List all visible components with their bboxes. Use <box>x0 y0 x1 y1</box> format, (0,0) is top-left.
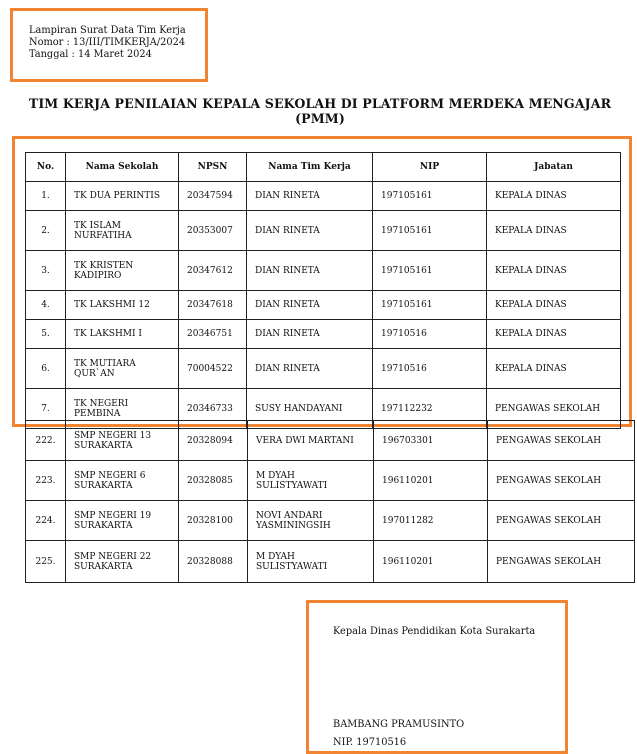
cell-nip: 196703301 <box>374 421 488 461</box>
cell-no: 5. <box>26 320 66 349</box>
cell-no: 4. <box>26 291 66 320</box>
cell-school-name: TK DUA PERINTIS <box>66 182 179 211</box>
title-line-1: TIM KERJA PENILAIAN KEPALA SEKOLAH DI PLATFORM MERDEKA MENGAJAR <box>28 96 612 111</box>
attachment-number: Nomor : 13/III/TIMKERJA/2024 <box>29 37 186 48</box>
cell-no: 222. <box>26 421 66 461</box>
cell-position: KEPALA DINAS <box>487 211 621 251</box>
header-school-name: Nama Sekolah <box>66 153 179 182</box>
cell-npsn: 20328100 <box>179 501 248 541</box>
team-table-bottom <box>25 420 635 583</box>
cell-npsn: 20328094 <box>179 421 248 461</box>
header-npsn: NPSN <box>179 153 247 182</box>
cell-nip: 197105161 <box>373 182 487 211</box>
table-row <box>26 320 621 349</box>
cell-team-name: VERA DWI MARTANI <box>248 421 374 461</box>
cell-nip: 197011282 <box>374 501 488 541</box>
cell-no: 1. <box>26 182 66 211</box>
table-row <box>26 541 635 583</box>
document-title <box>14 96 626 126</box>
cell-no: 225. <box>26 541 66 583</box>
cell-npsn: 20347594 <box>179 182 247 211</box>
cell-school-name: TK ISLAM NURFATIHA <box>66 211 179 251</box>
cell-npsn: 70004522 <box>179 349 247 389</box>
cell-team-name: M DYAH SULISTYAWATI <box>248 541 374 583</box>
attachment-line-1: Lampiran Surat Data Tim Kerja <box>29 25 186 36</box>
cell-school-name: SMP NEGERI 19 SURAKARTA <box>66 501 179 541</box>
cell-position: PENGAWAS SEKOLAH <box>487 389 621 429</box>
cell-nip: 196110201 <box>374 541 488 583</box>
cell-position: PENGAWAS SEKOLAH <box>488 541 635 583</box>
cell-nip: 197112232 <box>373 389 487 429</box>
cell-nip: 197105161 <box>373 251 487 291</box>
cell-position: PENGAWAS SEKOLAH <box>488 501 635 541</box>
cell-position: PENGAWAS SEKOLAH <box>488 421 635 461</box>
cell-team-name: DIAN RINETA <box>247 251 373 291</box>
cell-position: KEPALA DINAS <box>487 320 621 349</box>
cell-npsn: 20346733 <box>179 389 247 429</box>
header-position: Jabatan <box>487 153 621 182</box>
signature-nip: NIP. 19710516 <box>333 737 407 748</box>
cell-school-name: SMP NEGERI 22 SURAKARTA <box>66 541 179 583</box>
cell-nip: 197105161 <box>373 291 487 320</box>
cell-npsn: 20347612 <box>179 251 247 291</box>
cell-school-name: TK LAKSHMI 12 <box>66 291 179 320</box>
cell-nip: 196110201 <box>374 461 488 501</box>
cell-school-name: SMP NEGERI 13 SURAKARTA <box>66 421 179 461</box>
cell-position: KEPALA DINAS <box>487 182 621 211</box>
cell-npsn: 20347618 <box>179 291 247 320</box>
header-team-name: Nama Tim Kerja <box>247 153 373 182</box>
cell-no: 3. <box>26 251 66 291</box>
cell-team-name: DIAN RINETA <box>247 291 373 320</box>
cell-school-name: TK NEGERI PEMBINA <box>66 389 179 429</box>
table-row <box>26 461 635 501</box>
cell-school-name: TK LAKSHMI I <box>66 320 179 349</box>
cell-npsn: 20346751 <box>179 320 247 349</box>
cell-nip: 197105161 <box>373 211 487 251</box>
cell-team-name: DIAN RINETA <box>247 349 373 389</box>
table-row <box>26 349 621 389</box>
cell-school-name: TK KRISTEN KADIPIRO <box>66 251 179 291</box>
table-row <box>26 211 621 251</box>
cell-npsn: 20353007 <box>179 211 247 251</box>
cell-nip: 19710516 <box>373 320 487 349</box>
attachment-date: Tanggal : 14 Maret 2024 <box>29 49 152 60</box>
table-row <box>26 291 621 320</box>
cell-no: 7. <box>26 389 66 429</box>
table-row <box>26 421 635 461</box>
table-bottom-body <box>26 421 635 583</box>
cell-team-name: M DYAH SULISTYAWATI <box>248 461 374 501</box>
table-header-row <box>26 153 621 182</box>
cell-team-name: DIAN RINETA <box>247 182 373 211</box>
signature-position: Kepala Dinas Pendidikan Kota Surakarta <box>333 626 536 637</box>
cell-position: KEPALA DINAS <box>487 291 621 320</box>
cell-position: PENGAWAS SEKOLAH <box>488 461 635 501</box>
cell-team-name: DIAN RINETA <box>247 211 373 251</box>
table-row <box>26 182 621 211</box>
cell-no: 6. <box>26 349 66 389</box>
cell-no: 224. <box>26 501 66 541</box>
cell-nip: 19710516 <box>373 349 487 389</box>
table-top-body <box>26 182 621 429</box>
cell-no: 2. <box>26 211 66 251</box>
cell-team-name: SUSY HANDAYANI <box>247 389 373 429</box>
cell-npsn: 20328085 <box>179 461 248 501</box>
cell-school-name: TK MUTIARA QUR`AN <box>66 349 179 389</box>
cell-team-name: NOVI ANDARI YASMININGSIH <box>248 501 374 541</box>
cell-position: KEPALA DINAS <box>487 251 621 291</box>
cell-position: KEPALA DINAS <box>487 349 621 389</box>
cell-team-name: DIAN RINETA <box>247 320 373 349</box>
signature-name: BAMBANG PRAMUSINTO <box>333 719 465 730</box>
table-row <box>26 501 635 541</box>
attachment-info <box>29 25 186 61</box>
header-nip: NIP <box>373 153 487 182</box>
header-no: No. <box>26 153 66 182</box>
title-line-2: (PMM) <box>295 111 345 126</box>
team-table-top <box>25 152 621 429</box>
table-row <box>26 251 621 291</box>
cell-no: 223. <box>26 461 66 501</box>
cell-school-name: SMP NEGERI 6 SURAKARTA <box>66 461 179 501</box>
cell-npsn: 20328088 <box>179 541 248 583</box>
